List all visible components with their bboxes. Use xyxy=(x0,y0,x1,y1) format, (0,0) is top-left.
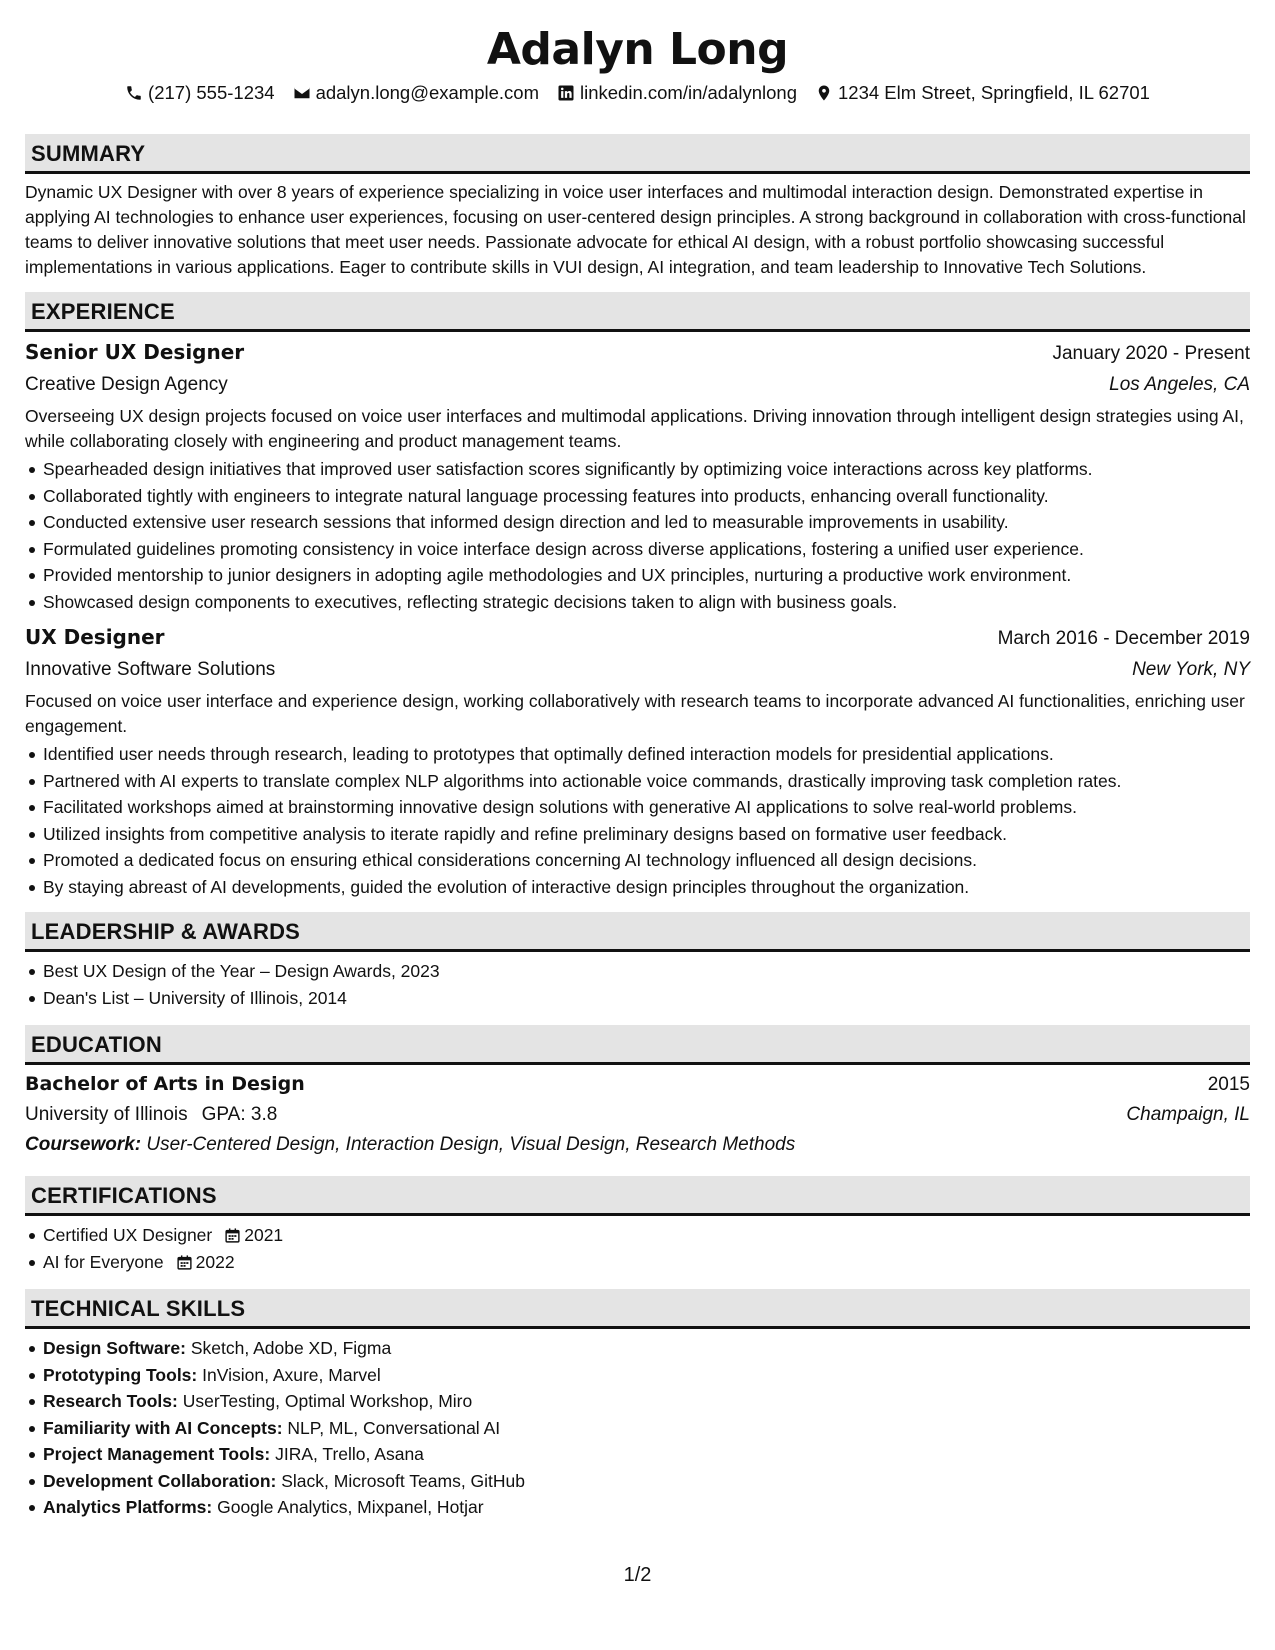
coursework-label: Coursework: xyxy=(25,1134,142,1155)
list-item xyxy=(25,1468,1250,1495)
skills-list xyxy=(25,1335,1250,1521)
phone-text: (217) 555-1234 xyxy=(148,82,275,103)
certification-year: 2022 xyxy=(195,1251,235,1272)
list-item: Conducted extensive user research sessions that informed design direction and led to measurable improvements in usability. xyxy=(25,509,1250,536)
job-dates: March 2016 - December 2019 xyxy=(997,628,1250,649)
section-title: SUMMARY xyxy=(31,140,146,166)
awards-list xyxy=(25,958,1250,1011)
awards-section xyxy=(25,912,1250,1011)
list-item: Spearheaded design initiatives that improved user satisfaction scores significantly by optimizing voice interactions across key platforms. xyxy=(25,456,1250,483)
list-item xyxy=(25,1494,1250,1521)
education-heading-bar xyxy=(25,1025,1250,1065)
certifications-section xyxy=(25,1176,1250,1275)
certifications-list xyxy=(25,1222,1250,1275)
skill-value: Slack, Microsoft Teams, GitHub xyxy=(281,1470,526,1491)
skill-label: Design Software: xyxy=(43,1338,186,1358)
contact-bar xyxy=(25,82,1250,104)
section-title: CERTIFICATIONS xyxy=(31,1182,217,1208)
coursework-list: User-Centered Design, Interaction Design, Visual Design, Research Methods xyxy=(146,1134,796,1155)
skill-label: Development Collaboration: xyxy=(43,1470,277,1491)
page-number: 1/2 xyxy=(623,1564,652,1586)
skill-label: Prototyping Tools: xyxy=(43,1364,198,1385)
list-item xyxy=(25,1362,1250,1389)
list-item: Collaborated tightly with engineers to integrate natural language processing features into products, enhancing overall functionality. xyxy=(25,483,1250,510)
list-item: Provided mentorship to junior designers in adopting agile methodologies and UX principles, nurturing a productive work environment. xyxy=(25,562,1250,589)
job-title: Senior UX Designer xyxy=(25,340,245,364)
section-title: LEADERSHIP & AWARDS xyxy=(31,918,301,944)
coursework xyxy=(25,1130,1250,1160)
job-bullets xyxy=(25,741,1250,900)
candidate-name: Adalyn Long xyxy=(486,24,789,75)
job-title: UX Designer xyxy=(25,625,165,649)
map-pin-icon xyxy=(815,84,833,102)
degree-title: Bachelor of Arts in Design xyxy=(25,1073,305,1095)
list-item: Best UX Design of the Year – Design Awards, 2023 xyxy=(25,958,1250,985)
summary-section xyxy=(25,134,1250,280)
envelope-icon xyxy=(293,84,311,102)
skill-label: Analytics Platforms: xyxy=(43,1497,213,1517)
school-info xyxy=(25,1100,277,1130)
skills-heading-bar xyxy=(25,1289,1250,1329)
school-name: University of Illinois xyxy=(25,1104,188,1125)
linkedin-link[interactable]: linkedin.com/in/adalynlong xyxy=(580,82,797,103)
gpa: GPA: 3.8 xyxy=(201,1104,278,1125)
section-title: EXPERIENCE xyxy=(31,298,175,324)
skill-label: Research Tools: xyxy=(43,1391,178,1411)
contact-phone xyxy=(125,82,275,104)
job-dates: January 2020 - Present xyxy=(1052,343,1250,364)
list-item xyxy=(25,1441,1250,1468)
certification-year: 2021 xyxy=(244,1225,284,1245)
calendar-icon xyxy=(176,1254,193,1271)
contact-address xyxy=(815,82,1150,104)
email-link[interactable]: adalyn.long@example.com xyxy=(315,82,539,103)
skill-value: InVision, Axure, Marvel xyxy=(202,1364,381,1385)
list-item: Facilitated workshops aimed at brainstorming innovative design solutions with generative AI applications to solve real-world problems. xyxy=(25,794,1250,821)
job-company: Creative Design Agency xyxy=(25,374,228,395)
contact-email[interactable] xyxy=(293,82,539,104)
job-company: Innovative Software Solutions xyxy=(25,659,276,680)
summary-heading-bar xyxy=(25,134,1250,174)
awards-heading-bar xyxy=(25,912,1250,952)
skill-value: NLP, ML, Conversational AI xyxy=(287,1417,501,1438)
list-item xyxy=(25,1222,1250,1249)
address-text: 1234 Elm Street, Springfield, IL 62701 xyxy=(838,82,1150,103)
certification-name: AI for Everyone xyxy=(43,1251,164,1272)
skill-value: Sketch, Adobe XD, Figma xyxy=(190,1338,392,1358)
skill-label: Project Management Tools: xyxy=(43,1444,271,1464)
contact-linkedin[interactable] xyxy=(557,82,797,104)
job-bullets xyxy=(25,456,1250,615)
certification-name: Certified UX Designer xyxy=(43,1225,213,1245)
job-description: Focused on voice user interface and experience design, working collaboratively with research teams to incorporate advanced AI functionalities, enriching user engagement. xyxy=(25,691,1245,736)
list-item: Dean's List – University of Illinois, 2014 xyxy=(25,985,1250,1012)
school-location: Champaign, IL xyxy=(1126,1104,1250,1125)
list-item xyxy=(25,1415,1250,1442)
list-item: Formulated guidelines promoting consistency in voice interface design across diverse applications, fostering a unified user experience. xyxy=(25,536,1250,563)
phone-icon xyxy=(125,84,143,102)
section-title: EDUCATION xyxy=(31,1031,162,1057)
list-item: Identified user needs through research, leading to prototypes that optimally defined interaction models for presidential applications. xyxy=(25,741,1250,768)
experience-section xyxy=(25,292,1250,900)
job-location: New York, NY xyxy=(1132,659,1250,680)
list-item xyxy=(25,1249,1250,1276)
graduation-year: 2015 xyxy=(1207,1074,1250,1095)
education-section xyxy=(25,1025,1250,1160)
job-location: Los Angeles, CA xyxy=(1109,374,1250,395)
summary-text: Dynamic UX Designer with over 8 years of experience specializing in voice user interfaces and multimodal interaction design. Demonstrated expertise in applying AI technologies to enhance user experiences, focusing on user-centered design principles. A strong background in collaboration with cross-functional teams to deliver innovative solutions that meet user needs. Passionate advocate for ethical AI design, with a robust portfolio showcasing successful implementations in various applications. Eager to contribute skills in VUI design, AI integration, and team leadership to Innovative Tech Solutions. xyxy=(25,182,1246,277)
linkedin-icon xyxy=(557,84,575,102)
list-item xyxy=(25,1388,1250,1415)
list-item: By staying abreast of AI developments, guided the evolution of interactive design principles throughout the organization. xyxy=(25,874,1250,901)
list-item: Partnered with AI experts to translate complex NLP algorithms into actionable voice commands, drastically improving task completion rates. xyxy=(25,768,1250,795)
skill-value: JIRA, Trello, Asana xyxy=(275,1444,424,1464)
experience-heading-bar xyxy=(25,292,1250,332)
list-item: Promoted a dedicated focus on ensuring ethical considerations concerning AI technology influenced all design decisions. xyxy=(25,847,1250,874)
skill-value: Google Analytics, Mixpanel, Hotjar xyxy=(217,1497,484,1517)
skill-label: Familiarity with AI Concepts: xyxy=(43,1417,283,1438)
skills-section xyxy=(25,1289,1250,1521)
job-description: Overseeing UX design projects focused on voice user interfaces and multimodal applications. Driving innovation through intelligent design strategies using AI, while collaborating closely with engineering and product management teams. xyxy=(25,406,1244,451)
list-item: Utilized insights from competitive analysis to iterate rapidly and refine preliminary designs based on formative user feedback. xyxy=(25,821,1250,848)
list-item xyxy=(25,1335,1250,1362)
skill-value: UserTesting, Optimal Workshop, Miro xyxy=(182,1391,473,1411)
list-item: Showcased design components to executives, reflecting strategic decisions taken to align with business goals. xyxy=(25,589,1250,616)
job-entry xyxy=(25,621,1250,900)
job-entry xyxy=(25,336,1250,615)
certifications-heading-bar xyxy=(25,1176,1250,1216)
section-title: TECHNICAL SKILLS xyxy=(31,1295,246,1321)
calendar-icon xyxy=(224,1227,241,1244)
resume-page xyxy=(25,0,1250,1521)
